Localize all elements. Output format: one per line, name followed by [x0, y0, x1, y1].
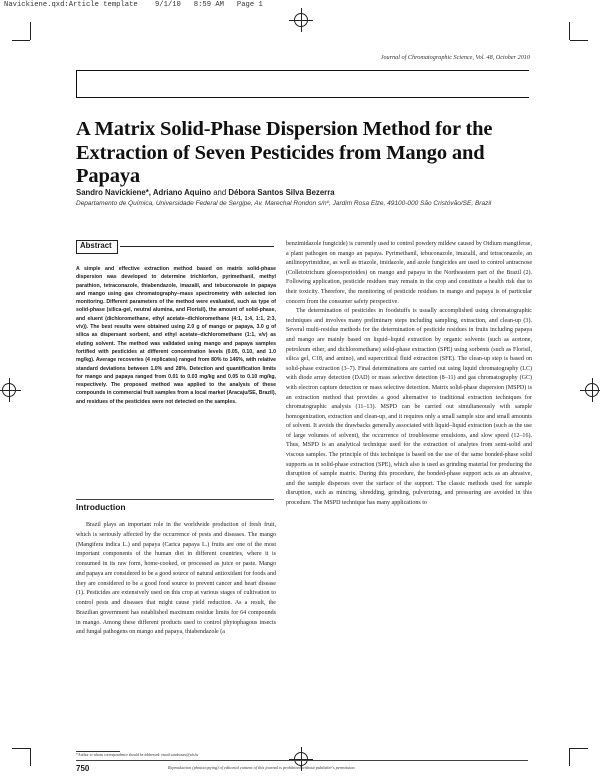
section-rule — [76, 499, 274, 500]
registration-mark-icon — [294, 752, 308, 766]
registration-mark-icon — [2, 383, 16, 397]
right-column — [286, 240, 532, 509]
crop-mark — [30, 748, 31, 766]
crop-mark — [30, 22, 31, 40]
abstract-body: A simple and effective extraction method based on matrix solid-phase dispersion was developed to determine trichlorfon, pyrimethanil, methyl parathion, tetraconazole, thiabendazole, imazalil, and tebuconazole in papaya and mango using gas chromatography–mass spectrometry with selected ion monitoring. Different parameters of the method were evaluated, such as type of solid-phase (silica-gel, neutral alumina, and Florisil), the amount of solid-phase, and eluent (dichloromethane, ethyl acetate–dichloromethane (4:1, 1:4, 1:1, 2:3, v/v)). The best results were obtained using 2.0 g of mango or papaya, 3.0 g of silica as dispersant sorbent, and ethyl acetate–dichloromethane (1:1, v/v) as eluting solvent. The method was validated using mango and papaya samples fortified with pesticides at different concentration levels (0.05, 0.10, and 1.0 mg/kg). Average recoveries (4 replicates) ranged from 80% to 146%, with relative standard deviations between 1.0% and 28%. Detection and quantification limits for mango and papaya ranged from 0.01 to 0.03 mg/kg and 0.05 to 0.10 mg/kg, respectively. The proposed method was applied to the analysis of these compounds in commercial fruit samples from a local market (Aracaju/SE, Brazil), and residues of the pesticides were not detected on the samples. — [76, 266, 276, 405]
registration-mark-icon — [294, 13, 308, 27]
header-frame — [76, 70, 529, 98]
paragraph-methods-review: The determination of pesticides in foodstuffs is usually accomplished using chromatographic techniques and involves many preliminary steps including sampling, extraction, and clean-up (3). Several multi-residue methods for the determination of pesticide residues in fruits including papaya and mango are mainly based on liquid–liquid extraction by organic solvents (such as acetone, petroleum ether, and dichloromethane) solid-phase extraction (SPE) using sorbents (such as Florisil, silica gel, C18, and amino), and supercritical fluid extraction (SFE). The clean-up step is based on solid-phase extraction (3–7). Final determinations are carried out using liquid chromatography (LC) with diode array detection (DAD) or mass selective detection (8–11) and gas chromatography (GC) with electron capture detection or mass selective detection. Matrix solid-phase dispersion (MSPD) is an extraction method that provides a good alternative to traditional extraction techniques for chromatographic analysis (11–13). MSPD can be carried out simultaneously with sample homogenization, extraction and clean-up, and it requires only a small sample size and small amounts of solvent. It avoids the drawbacks generally associated with liquid–liquid extraction (such as the use of large volumes of solvent), the occurrence of troublesome emulsions, and slow speed (12–16). Thus, MSPD is an analytical technique used for the extraction of analytes from semi-solid and viscous samples. The principle of this technique is based on the use of the same bonded-phase solid supports as in solid-phase extraction (SPE), which also is used as grinding material for producing the disruption of sample matrix. During this procedure, the bonded-phase support acts as an abrasive, and the sample disperses over the surface of the support. The classic methods used for sample disruption, such as mincing, shredding, grinding, pulverizing, and pressuring are avoided in this procedure. The MSPD technique has many applications to — [286, 308, 532, 507]
crop-mark — [569, 22, 570, 40]
crop-mark — [569, 748, 570, 766]
crop-mark — [570, 40, 588, 41]
crop-mark — [570, 748, 588, 749]
introduction-heading: Introduction — [76, 502, 126, 512]
affiliation: Departamento de Química, Universidade Federal de Sergipe, Av. Marechal Rondon s/nº, Jardim Rosa Elze, 49100-000 São Cristóvão/SE, Brazil — [76, 200, 492, 207]
abstract-rule — [120, 246, 274, 247]
file-slug: Navickiene.qxd:Article template 9/1/10 8:59 AM Page 1 — [4, 1, 263, 9]
crop-mark — [12, 40, 30, 41]
crop-mark — [12, 748, 30, 749]
registration-mark-icon — [585, 383, 599, 397]
abstract-heading: Abstract — [80, 241, 112, 250]
copyright-notice: Reproduction (photocopying) of editorial content of this journal is prohibited without publisher's permission. — [168, 765, 356, 770]
author-list — [76, 188, 335, 197]
author-names-2: Débora Santos Silva Bezerra — [228, 188, 335, 197]
author-conjunction: and — [213, 188, 227, 197]
paragraph-continued: benzimidazole fungicide) is currently used to control powdery mildew caused by Oidium mangiferae, a plant pathogen on mango an papaya. Pyrimethanil, tebuconazole, imazalil, and tetraconazole, an anilinopyrimidine, as well as triazole, imidazole, and azole fungicides are used to control antracnose (Colletotrichum gloeosporioides) on mango and papaya in the Northeastern part of the Brazil (2). Following application, pesticide residues may remain in the crop and constitute a health risk due to their toxicity. Therefore, the monitoring of pesticide residues in mango and papaya is of particular concern from the consumer safety perspective. — [286, 241, 532, 305]
author-footnote: *Author to whom correspondence should be addressed: email sandronav@ufs.br — [76, 753, 199, 757]
page-number: 750 — [76, 764, 90, 773]
footer-rule — [76, 760, 528, 761]
introduction-body: Brazil plays an important role in the worldwide production of fresh fruit, which is seriously affected by the occurrence of pests and diseases. The mango (Mangifera indica L.) and papaya (Carica papaya L.) fruits are one of the most important components of the human diet in different countries, where it is consumed in its raw form, home-cooked, or processed as juice or paste. Mango and papaya are considered to be a good source of natural antioxidant for foods and they are considered to be a good food source to prevent cancer and heart disease (1). Pesticides are extensively used on this crop at various stages of cultivation to control pests and diseases that might cause yield reduction. As a result, the Brazilian government has established maximum residue limits for 64 compounds in mango. Among these different products used to control phytophagous insects and fungal pathogens on mango and papaya, thiabendazole (a — [76, 522, 276, 636]
article-title: A Matrix Solid-Phase Dispersion Method for the Extraction of Seven Pesticides from Mango and Papaya — [76, 118, 493, 187]
journal-citation: Journal of Chromatographic Science, Vol. 48, October 2010 — [380, 54, 530, 61]
author-names-1: Sandro Navickiene*, Adriano Aquino — [76, 188, 212, 197]
footnote-rule — [76, 751, 120, 752]
